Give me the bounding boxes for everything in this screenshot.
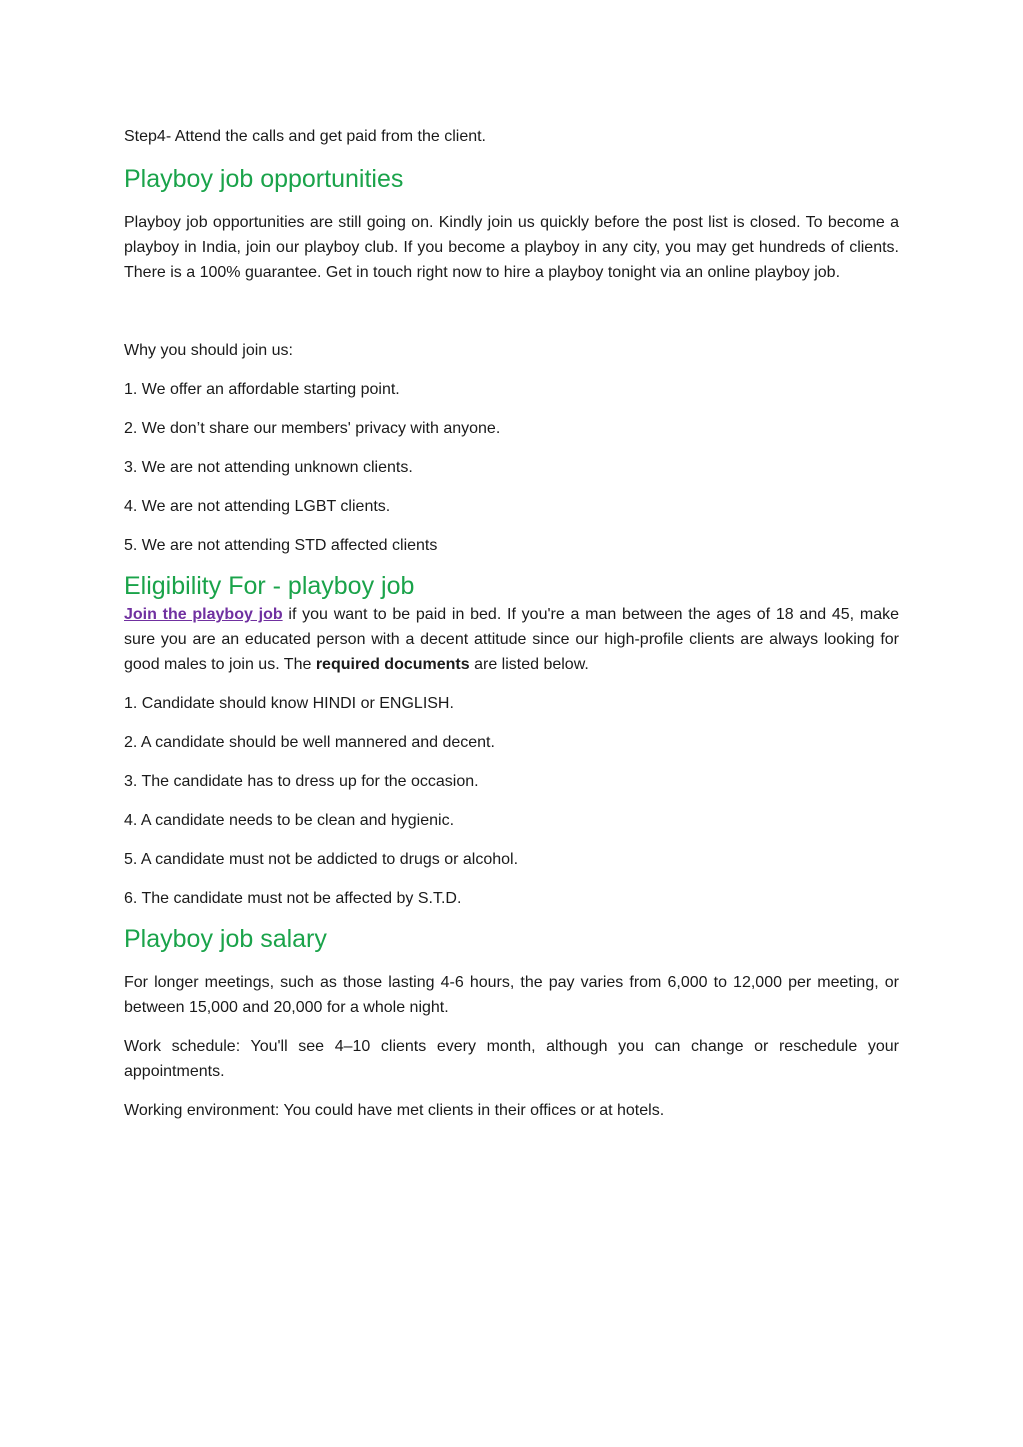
list-item: 6. The candidate must not be affected by S.T.D. xyxy=(124,890,462,907)
list-item: 1. Candidate should know HINDI or ENGLISH. xyxy=(124,695,454,712)
list-item: 3. We are not attending unknown clients. xyxy=(124,459,413,476)
list-item: 2. A candidate should be well mannered and decent. xyxy=(124,734,495,751)
list-item: 5. A candidate must not be addicted to drugs or alcohol. xyxy=(124,851,519,868)
eligibility-heading: Eligibility For - playboy job xyxy=(124,572,415,600)
list-item: 1. We offer an affordable starting point. xyxy=(124,381,400,398)
required-documents-text: required documents xyxy=(315,656,470,673)
step4-text: Step4- Attend the calls and get paid from the client. xyxy=(124,128,486,145)
list-item: 3. The candidate has to dress up for the occasion. xyxy=(124,773,479,790)
salary-paragraph-schedule: Work schedule: You'll see 4–10 clients every month, although you can change or reschedule your appointments. xyxy=(124,1038,899,1080)
salary-paragraph-pay: For longer meetings, such as those lasting 4-6 hours, the pay varies from 6,000 to 12,000 per meeting, or between 15,000 and 20,000 for a whole night. xyxy=(124,974,899,1016)
eligibility-paragraph xyxy=(124,602,899,677)
why-intro: Why you should join us: xyxy=(124,342,293,359)
why-list xyxy=(124,377,899,558)
eligibility-text: if you want to be paid in bed. If you're a man between the ages of 18 and 45, make sure you are an educated person with a decent attitude since our high-profile clients are always looking for good males to join us. The xyxy=(124,606,899,673)
join-playboy-job-link[interactable]: Join the playboy job xyxy=(124,606,283,623)
list-item: 4. A candidate needs to be clean and hygienic. xyxy=(124,812,455,829)
opportunities-paragraph: Playboy job opportunities are still going on. Kindly join us quickly before the post list is closed. To become a playboy in India, join our playboy club. If you become a playboy in any city, you may get hundreds of clients. There is a 100% guarantee. Get in touch right now to hire a playboy tonight via an online playboy job. xyxy=(124,214,899,281)
eligibility-text-end: are listed below. xyxy=(469,656,589,673)
list-item: 4. We are not attending LGBT clients. xyxy=(124,498,391,515)
eligibility-list xyxy=(124,691,899,911)
salary-heading: Playboy job salary xyxy=(124,925,327,953)
opportunities-heading: Playboy job opportunities xyxy=(124,165,404,193)
list-item: 5. We are not attending STD affected clients xyxy=(124,537,438,554)
salary-paragraph-environment: Working environment: You could have met clients in their offices or at hotels. xyxy=(124,1102,665,1119)
list-item: 2. We don’t share our members' privacy with anyone. xyxy=(124,420,501,437)
